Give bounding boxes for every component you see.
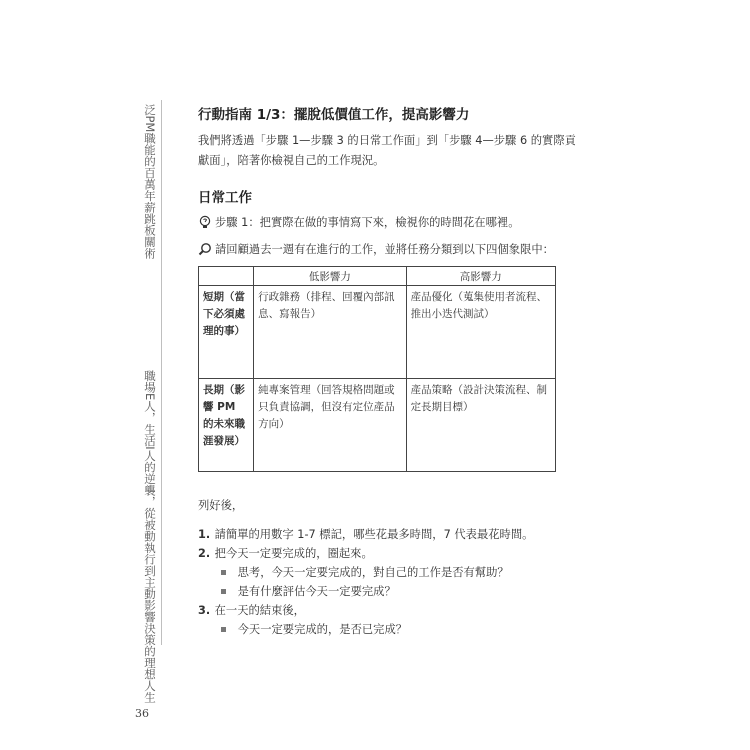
square-bullet-icon <box>221 570 226 575</box>
header-corner <box>199 267 254 286</box>
list-item <box>198 601 578 620</box>
table-header-row <box>199 267 556 286</box>
sub-list-item <box>198 582 578 601</box>
header-low-impact: 低影響力 <box>254 267 406 286</box>
step-hint-text: 步驟 1：把實際在做的事情寫下來，檢視你的時間花在哪裡。 <box>215 216 520 229</box>
header-high-impact: 高影響力 <box>406 267 555 286</box>
sub-heading: 日常工作 <box>198 190 252 206</box>
cell-long-high: 產品策略（設計決策流程、制定長期目標） <box>406 379 555 472</box>
intro-paragraph: 我們將透過「步驟 1—步驟 3 的日常工作面」到「步驟 4—步驟 6 的實際貢獻面」，陪著你檢視自己的工作現況。 <box>198 134 576 167</box>
cell-short-low: 行政雜務（排程、回覆內部訊息、寫報告） <box>254 286 406 379</box>
step-hint <box>198 214 520 230</box>
running-subtitle: 職場E人，生活I人的逆襲，從被動執行到主動影響決策的理想人生 <box>143 370 157 703</box>
task-quadrant-table <box>198 266 556 472</box>
table-row <box>199 286 556 379</box>
after-label: 列好後， <box>198 499 244 512</box>
sub-list-item-text: 今天一定要完成的，是否已完成？ <box>237 623 408 636</box>
cell-long-low: 純專案管理（回答規格問題或只負責協調，但沒有定位產品方向） <box>254 379 406 472</box>
list-number: 3. <box>198 604 211 617</box>
cell-short-high: 產品優化（蒐集使用者流程、推出小迭代測試） <box>406 286 555 379</box>
list-number: 2. <box>198 547 211 560</box>
list-item-text: 把今天一定要完成的，圈起來。 <box>214 547 373 560</box>
row-label-short-term: 短期（當下必須處理的事） <box>199 286 254 379</box>
list-number: 1. <box>198 528 211 541</box>
sub-list-item-text: 思考，今天一定要完成的，對自己的工作是否有幫助？ <box>237 566 509 579</box>
lightbulb-icon <box>198 215 212 229</box>
side-divider <box>161 100 162 645</box>
review-hint-text: 請回顧過去一週有在進行的工作，並將任務分類到以下四個象限中： <box>215 243 554 256</box>
list-item-text: 在一天的結束後， <box>214 604 305 617</box>
sub-list-item-text: 是有什麼評估今天一定要完成？ <box>237 585 396 598</box>
magnifier-icon <box>198 242 212 256</box>
sub-list-item <box>198 563 578 582</box>
page-number: 36 <box>135 707 149 720</box>
list-item-text: 請簡單的用數字 1-7 標記，哪些花最多時間，7 代表最花時間。 <box>214 528 534 541</box>
sub-list-item <box>198 620 578 639</box>
instruction-list <box>198 525 578 639</box>
list-item <box>198 525 578 544</box>
table-row <box>199 379 556 472</box>
square-bullet-icon <box>221 589 226 594</box>
list-item <box>198 544 578 563</box>
square-bullet-icon <box>221 627 226 632</box>
running-title: 泛PM職能的百萬年薪跳板關術 <box>143 104 157 259</box>
review-hint <box>198 241 554 257</box>
row-label-long-term: 長期（影響 PM 的未來職涯發展） <box>199 379 254 472</box>
section-heading: 行動指南 1/3：擺脫低價值工作，提高影響力 <box>198 107 470 123</box>
